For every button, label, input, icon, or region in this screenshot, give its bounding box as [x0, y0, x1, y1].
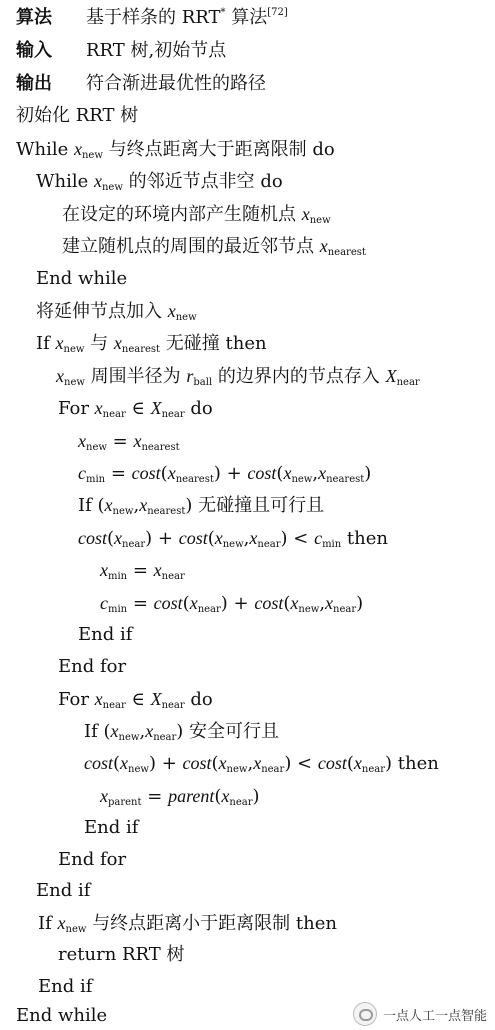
code-line: $x_{new}$ 周围半径为 $r_{ball}$ 的边界内的节点存入 $X_{near}$	[56, 366, 420, 388]
code-line: $c_{min} = \cos t(x_{nearest}) + \cos t(x_{new},x_{nearest})$	[78, 463, 372, 485]
code-line: End while	[16, 1005, 108, 1026]
title-star: *	[220, 7, 226, 18]
code-line: $x_{min} = x_{near}$	[100, 560, 185, 582]
code-line: End while	[36, 268, 128, 289]
title-reference: [72]	[267, 7, 288, 18]
algorithm-title: 基于样条的 RRT	[86, 7, 221, 28]
code-line: For $x_{near}$ ∈ $X_{near}$ do	[58, 689, 213, 711]
code-line: For $x_{near}$ ∈ $X_{near}$ do	[58, 398, 213, 420]
input-label: 输入	[16, 40, 52, 61]
code-line: $\cos t(x_{near}) + \cos t(x_{new},x_{near}) < c_{min}$ then	[78, 528, 388, 550]
code-line: If $(x_{new},x_{nearest})$ 无碰撞且可行且	[78, 495, 325, 517]
algorithm-title-line	[16, 4, 288, 32]
code-line: $x_{new} = x_{nearest}$	[78, 431, 180, 453]
code-line: If $x_{new}$ 与终点距离小于距离限制 then	[38, 913, 337, 935]
code-line: 在设定的环境内部产生随机点 $x_{new}$	[62, 204, 331, 226]
init-text: 初始化 RRT 树	[16, 105, 139, 126]
code-line: If $(x_{new},x_{near})$ 安全可行且	[84, 721, 280, 743]
watermark	[353, 1001, 487, 1027]
input-text: RRT 树,初始节点	[86, 40, 227, 61]
code-line: 建立随机点的周围的最近邻节点 $x_{nearest}$	[62, 236, 366, 258]
code-line: return RRT 树	[58, 944, 185, 965]
code-line: End for	[58, 656, 127, 677]
init-line	[16, 102, 138, 130]
output-line	[16, 70, 266, 98]
input-line	[16, 37, 226, 65]
code-line: End if	[84, 817, 139, 838]
code-line: End if	[38, 976, 93, 997]
code-line: 将延伸节点加入 $x_{new}$	[36, 301, 197, 323]
code-line: $c_{min} = \cos t(x_{near}) + \cos t(x_{new},x_{near})$	[100, 593, 364, 615]
code-line: End if	[36, 880, 91, 901]
output-label: 输出	[16, 73, 52, 94]
code-line: End if	[78, 624, 133, 645]
code-line: If $x_{new}$ 与 $x_{nearest}$ 无碰撞 then	[36, 333, 267, 355]
title-label: 算法	[16, 7, 52, 28]
wechat-icon	[353, 1002, 377, 1026]
code-line: While $x_{new}$ 的邻近节点非空 do	[36, 171, 283, 193]
algorithm-title-suffix: 算法	[225, 7, 268, 28]
output-text: 符合渐进最优性的路径	[86, 73, 266, 94]
code-line: $\cos t(x_{new}) + \cos t(x_{new},x_{near}) < \cos t(x_{near})$ then	[84, 753, 439, 775]
code-line: While $x_{new}$ 与终点距离大于距离限制 do	[16, 139, 335, 161]
watermark-text: 一点人工一点智能	[382, 1008, 487, 1024]
code-line: End for	[58, 849, 127, 870]
code-line: $x_{parent}$ = $parent(x_{near})$	[100, 786, 260, 808]
